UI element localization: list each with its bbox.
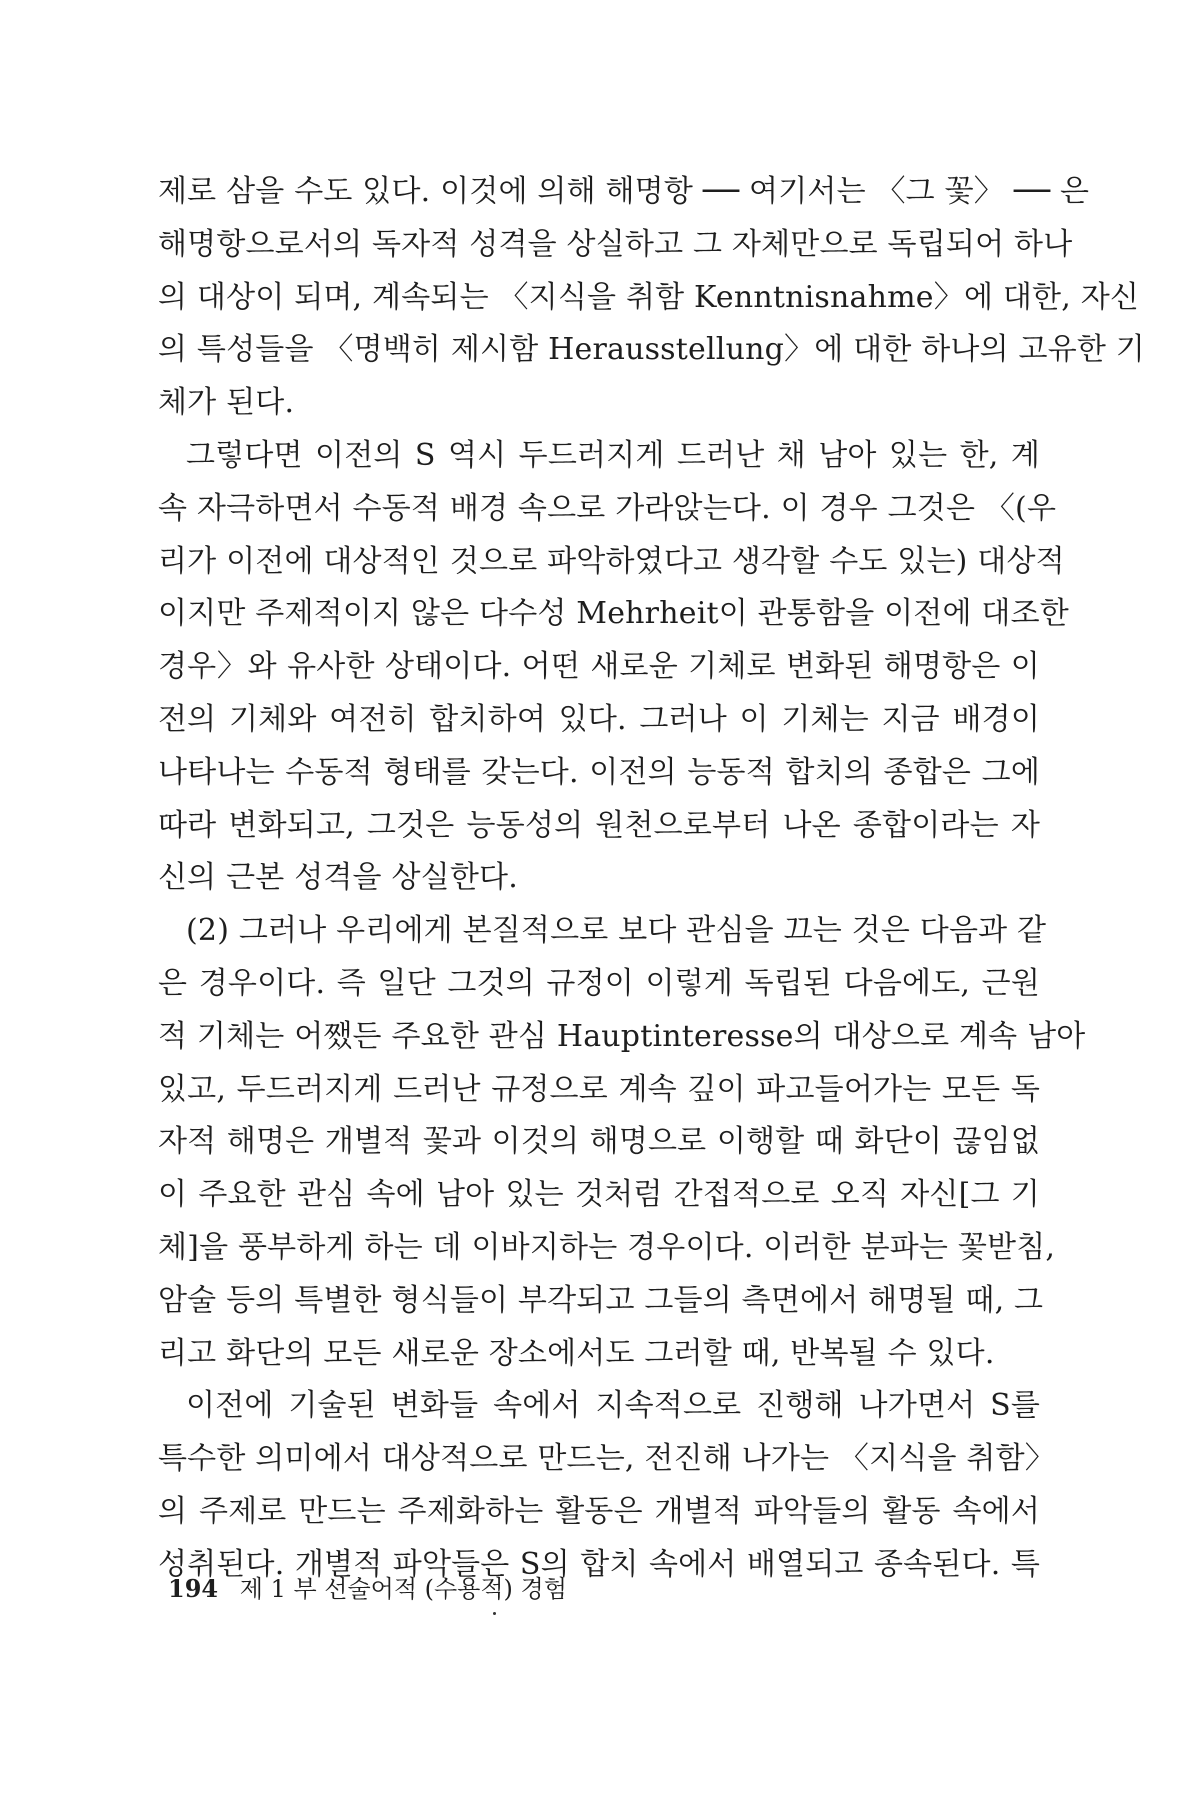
text-line: 따라 변화되고, 그것은 능동성의 원천으로부터 나온 종합이라는 자 xyxy=(158,807,1040,843)
text-line: 리가 이전에 대상적인 것으로 파악하였다고 생각할 수도 있는) 대상적 xyxy=(158,543,1065,579)
text-line: 의 특성들을 〈명백히 제시함 Herausstellung〉에 대한 하나의 고유한 기 xyxy=(158,332,1145,368)
text-line: 이 주요한 관심 속에 남아 있는 것처럼 간접적으로 오직 자신[그 기 xyxy=(158,1177,1040,1213)
text-line: 제로 삼을 수도 있다. 이것에 의해 해명항 ── 여기서는 〈그 꽃〉 ── 은 xyxy=(158,174,1090,209)
text-line: 성취된다. 개별적 파악들은 S의 합치 속에서 배열되고 종속된다. 특 xyxy=(158,1546,1040,1582)
text-line: 전의 기체와 여전히 합치하여 있다. 그러나 이 기체는 지금 배경이 xyxy=(158,701,1040,737)
text-line: 신의 근본 성격을 상실한다. xyxy=(158,860,518,896)
text-line: 체가 된다. xyxy=(158,385,295,421)
text-line: 은 경우이다. 즉 일단 그것의 규정이 이렇게 독립된 다음에도, 근원 xyxy=(158,965,1040,1001)
text-line: 적 기체는 어쨌든 주요한 관심 Hauptinteresse의 대상으로 계속 남아 xyxy=(158,1018,1086,1054)
page-number: 194 xyxy=(168,1574,219,1603)
body-text xyxy=(158,166,1145,1592)
text-line: 속 자극하면서 수동적 배경 속으로 가라앉는다. 이 경우 그것은 〈(우 xyxy=(158,490,1057,526)
text-line: 경우〉와 유사한 상태이다. 어떤 새로운 기체로 변화된 해명항은 이 xyxy=(158,649,1040,685)
text-line: 자적 해명은 개별적 꽃과 이것의 해명으로 이행할 때 화단이 끊임없 xyxy=(158,1124,1040,1160)
text-line: 암술 등의 특별한 형식들이 부각되고 그들의 측면에서 해명될 때, 그 xyxy=(158,1282,1044,1318)
text-line: 해명항으로서의 독자적 성격을 상실하고 그 자체만으로 독립되어 하나 xyxy=(158,226,1073,262)
text-line: 이지만 주제적이지 않은 다수성 Mehrheit이 관통함을 이전에 대조한 xyxy=(158,596,1069,632)
text-line: 나타나는 수동적 형태를 갖는다. 이전의 능동적 합치의 종합은 그에 xyxy=(158,754,1040,790)
page-footer xyxy=(168,1574,567,1604)
text-line: 있고, 두드러지게 드러난 규정으로 계속 깊이 파고들어가는 모든 독 xyxy=(158,1071,1040,1107)
text-line: 특수한 의미에서 대상적으로 만드는, 전진해 나가는 〈지식을 취함〉 xyxy=(158,1441,1055,1477)
text-line: 의 주제로 만드는 주제화하는 활동은 개별적 파악들의 활동 속에서 xyxy=(158,1493,1040,1529)
text-line: 리고 화단의 모든 새로운 장소에서도 그러할 때, 반복될 수 있다. xyxy=(158,1335,995,1371)
text-line: 체]을 풍부하게 하는 데 이바지하는 경우이다. 이러한 분파는 꽃받침, xyxy=(158,1229,1056,1265)
footer-dot-mark xyxy=(493,1612,496,1615)
text-line: (2) 그러나 우리에게 본질적으로 보다 관심을 끄는 것은 다음과 같 xyxy=(186,913,1047,949)
running-title: 제 1 부 선술어적 (수용적) 경험 xyxy=(239,1575,567,1603)
text-line: 그렇다면 이전의 S 역시 두드러지게 드러난 채 남아 있는 한, 계 xyxy=(186,437,1040,473)
text-line: 의 대상이 되며, 계속되는 〈지식을 취함 Kenntnisnahme〉에 대한, 자신 xyxy=(158,279,1140,315)
text-line: 이전에 기술된 변화들 속에서 지속적으로 진행해 나가면서 S를 xyxy=(186,1388,1040,1424)
